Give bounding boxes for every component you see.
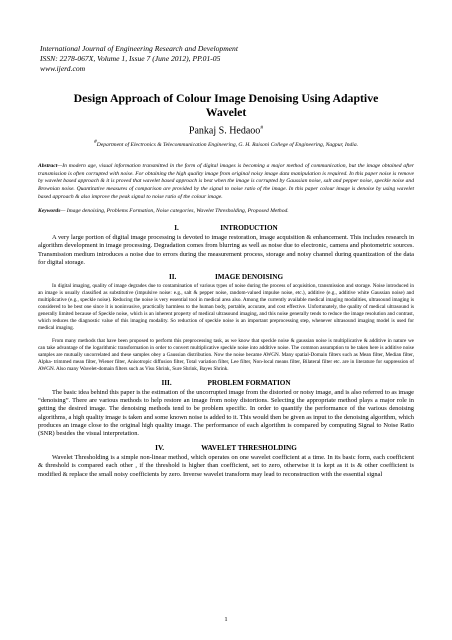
section-title: PROBLEM FORMATION (207, 378, 291, 387)
title-line-1: Design Approach of Colour Image Denoising Using Adaptive (73, 91, 379, 105)
section-introduction (38, 224, 414, 267)
paragraph: From many methods that have been proposed to perform this preprocessing task, as we know that speckle noise & gaussian noise is multiplicative & additive in nature we can take advantage of the logarithmic transformation in order to convert multiplicative speckle noise into additive noise. The common assumption to be taken here is additive noise samples are mutually uncorrelated and these samples obey a Gaussian distribution. Now the noise became AWGN. Many spatial-Domain filters such as Mean filter, Median filter, Alpha- trimmed mean filter, Wiener filter, Anisotropic diffusion filter, Total variation filter, Lee filter, Non-local means filter, Bilateral filter etc. are in literature for suppression of AWGN. Also many Wavelet-domain filters such as Visu Shrink, Sure Shrink, Bayes Shrink. (38, 337, 414, 372)
author-name: Pankaj S. Hedaoo (188, 125, 261, 137)
section-number: III. (161, 378, 172, 387)
section-number: IV. (155, 444, 165, 453)
paragraph: Wavelet Thresholding is a simple non-linear method, which operates on one wavelet coefficient at a time. In its basic form, each coefficient & threshold is compared each other , if the threshold is higher than coefficient, set to zero, otherwise it is kept as it is & other coefficient is modified & replace the small noisy coefficients by zero. Inverse wavelet transform may lead to reconstruction with the essential signal (38, 454, 414, 478)
section-body (38, 454, 414, 479)
section-heading (38, 379, 414, 388)
section-number: II. (168, 272, 177, 281)
journal-name: International Journal of Engineering Research and Development (40, 44, 238, 53)
page-number: 1 (224, 616, 228, 623)
section-heading (38, 444, 414, 453)
section-body (38, 234, 414, 267)
paragraph: In digital imaging, quality of image degrades due to contamination of various types of noise during the process of acquisition, transmission and storage. Noise introduced in an image is usually classified as substitutive (impulsive noise: e.g., salt & pepper noise, random-valued impulse noise, etc.), additive (e.g., additive white Gaussian noise) and multiplicative (e.g., speckle noise). Reducing the noise is very essential tool in medical area also. Among the currently available medical imaging modalities, ultrasound imaging is considered to be best one since it is noninvasive, practically harmless to the human body, portable, accurate, and cost effective. Unfortunately, the quality of medical ultrasound is generally limited because of Speckle noise, which is an inherent property of medical ultrasound imaging, and this noise generally tends to reduce the image resolution and contrast, which reduces the diagnostic value of this imaging modality. So reduction of speckle noise is an important preprocessing step, whenever ultrasound imaging model is used for medical imaging. (38, 282, 414, 331)
author-line (38, 122, 414, 137)
affiliation (38, 138, 414, 149)
abstract-text: —In modern age, visual information transmitted in the form of digital images is becoming a major method of communication, but the image obtained after transmission is often corrupted with noise. For obtaining the high quality image from original noisy image data manipulation is required. In this paper noise is remove by wavelet based approach & it is proved that wavelet based approach is best when the image is corrupted by Gaussian noise, salt and pepper noise, speckle noise and Brownian noise. Quantitative measures of comparison are provided by the signal to noise ratio of the image. In this paper colour image is denoise by using wavelet based approach & also improve the peak signal to noise ratio of the colour image. (38, 163, 414, 200)
author-mark: # (260, 125, 264, 131)
abstract-label: Abstract (38, 163, 58, 170)
section-number: I. (174, 224, 179, 233)
section-image-denoising (38, 273, 414, 373)
section-body (38, 389, 414, 438)
affiliation-text: Department of Electronics & Telecommunication Engineering, G. H. Raisoni College of Engineering, Nagpur, India. (96, 142, 359, 149)
section-problem-formation (38, 379, 414, 438)
keywords (38, 207, 414, 215)
paragraph: The basic idea behind this paper is the estimation of the uncorrupted image from the distorted or noisy image, and is also referred to as image “denoising”. There are various methods to help restore an image from noisy distortions. Selecting the appropriate method plays a major role in getting the desired image. The denoising methods tend to be problem specific. In order to quantify the performance of the various denoising algorithms, a high quality image is taken and some known noise is added to it. This would then be given as input to the denoising algorithm, which produces an image close to the original high quality image. The performance of each algorithm is compared by computing Signal to Noise Ratio (SNR) besides the visual interpretation. (38, 388, 414, 437)
issn-line: ISSN: 2278-067X, Volume 1, Issue 7 (June 2012), PP.01-05 (40, 54, 221, 63)
title-line-2: Wavelet (205, 105, 247, 119)
section-title: WAVELET THRESHOLDING (201, 444, 297, 453)
journal-header (40, 44, 414, 74)
paragraph: A very large portion of digital image processing is devoted to image restoration, image acquisition & enhancement. This includes research in algorithm development in image processing. Degradation comes from blurring as well as noise due to electronic, camera and photometric sources. Transmission medium introduces a noise due to errors during the measurement process, storage and noisy channel during quantization of the data for digital storage. (38, 234, 414, 266)
section-heading (38, 273, 414, 282)
section-title: INTRODUCTION (220, 224, 278, 233)
affiliation-mark: # (93, 139, 97, 146)
section-wavelet-thresholding (38, 444, 414, 479)
paper-title (38, 91, 414, 119)
section-title: IMAGE DENOISING (214, 272, 284, 281)
section-heading (38, 224, 414, 233)
abstract (38, 163, 414, 201)
keywords-label: Keywords (38, 208, 61, 215)
keywords-text: — Image denoising, Problems Formation, Noise categories, Wavelet Thresholding, Proposed Method. (60, 208, 289, 215)
section-body (38, 283, 414, 373)
journal-website[interactable]: www.ijerd.com (40, 64, 86, 73)
